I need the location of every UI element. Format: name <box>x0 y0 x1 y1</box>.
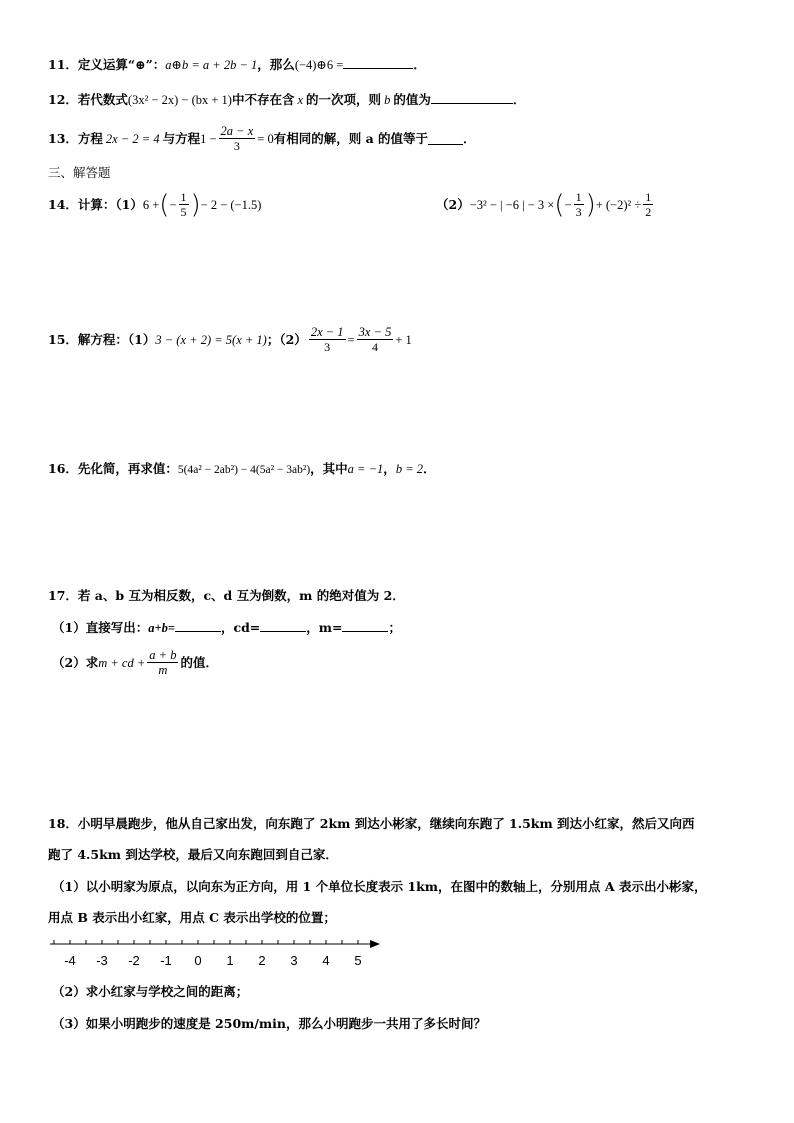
fraction-numerator: 2a − x <box>220 124 254 138</box>
question-16 <box>48 460 436 479</box>
math-sign: − <box>169 197 177 212</box>
arrow-right-icon <box>370 940 380 948</box>
question-11 <box>48 56 426 74</box>
fraction-numerator: 2x − 1 <box>310 325 344 339</box>
question-text: 的值为 <box>393 92 431 107</box>
fraction-denominator: 2 <box>645 205 652 219</box>
separator: ；（2） <box>266 331 307 347</box>
answer-blank[interactable] <box>342 619 388 632</box>
question-text: 若代数式 <box>77 92 128 107</box>
number-line[interactable] <box>48 934 388 974</box>
question-17-part-2 <box>52 648 218 677</box>
answer-blank[interactable] <box>260 619 306 632</box>
math-formula: 6 + <box>142 197 160 212</box>
number-line-label: 3 <box>290 953 298 968</box>
number-line-label: 2 <box>258 953 266 968</box>
fraction <box>309 325 346 354</box>
math-formula: a⊕b = a + 2b − 1 <box>165 58 258 72</box>
question-number: 17． <box>48 588 78 603</box>
question-18-part-1: （1）以小明家为原点，以向东为正方向，用 1 个单位长度表示 1km，在图中的数轴上，分别用点 A 表示出小彬家， <box>52 879 707 894</box>
question-18-line-2: 跑了 4.5km 到达学校，最后又向东跑回到自己家． <box>48 847 338 862</box>
left-paren: ( <box>159 189 170 220</box>
question-number: 14． <box>48 196 78 212</box>
fraction <box>574 190 584 219</box>
question-text: 的一次项，则 <box>306 92 382 107</box>
question-text: 的值． <box>180 654 218 670</box>
fraction-numerator: 1 <box>180 190 187 204</box>
answer-blank[interactable] <box>175 619 221 632</box>
math-sign: − <box>564 197 572 212</box>
fraction <box>643 190 653 219</box>
question-number: 15． <box>48 331 78 347</box>
math-formula: 1 − <box>200 131 217 146</box>
fraction <box>219 124 256 153</box>
question-number: 13． <box>48 130 78 146</box>
fraction-denominator: 3 <box>233 139 240 153</box>
math-sign: = <box>347 332 355 347</box>
section-title: 三、解答题 <box>48 165 111 180</box>
answer-blank[interactable] <box>431 91 513 104</box>
punctuation: ． <box>463 130 476 146</box>
right-paren: ) <box>190 189 201 220</box>
question-17-part-1 <box>52 619 401 637</box>
number-line-label: -1 <box>160 953 172 968</box>
math-formula: 3 − (x + 2) = 5(x + 1) <box>155 332 267 347</box>
math-formula: m + cd + <box>98 655 146 670</box>
question-text: 先化简，再求值： <box>77 461 178 476</box>
fraction-denominator: 5 <box>180 205 187 219</box>
question-17 <box>48 587 405 605</box>
math-formula: 2x − 2 = 4 <box>105 131 160 146</box>
math-formula: 5(4a² − 2ab²) − 4(5a² − 3ab²) <box>177 464 311 476</box>
fraction-numerator: 3x − 5 <box>358 325 392 339</box>
question-text: ，其中 <box>310 461 348 476</box>
math-formula: ，cd= <box>220 620 261 635</box>
fraction-numerator: a + b <box>149 648 177 662</box>
question-14 <box>48 190 261 219</box>
fraction <box>147 648 178 677</box>
math-formula: (3x² − 2x) − (bx + 1) <box>127 93 232 107</box>
math-variable: b <box>384 93 391 107</box>
punctuation: ， <box>383 461 396 476</box>
question-text: 若 a、b 互为相反数，c、d 互为倒数，m 的绝对值为 2． <box>77 588 405 603</box>
question-text: 中不存在含 <box>231 92 295 107</box>
question-number: 12． <box>48 92 78 107</box>
fraction-numerator: 1 <box>645 190 652 204</box>
math-formula: b = 2 <box>395 462 423 476</box>
math-formula: = 0 <box>257 131 274 146</box>
part-label: （1）直接写出： <box>52 620 149 635</box>
question-18 <box>48 815 695 833</box>
answer-blank[interactable] <box>343 56 413 69</box>
question-text: 定义运算“⊕”： <box>77 57 166 72</box>
question-number: 18． <box>48 816 78 831</box>
number-line-label: -3 <box>96 953 108 968</box>
fraction <box>179 190 189 219</box>
fraction-denominator: m <box>158 663 168 677</box>
question-number: 16． <box>48 461 78 476</box>
number-line-label: 5 <box>354 953 362 968</box>
punctuation: ； <box>388 620 401 635</box>
math-formula: (−4)⊕6 = <box>294 58 344 72</box>
math-formula: a = −1 <box>347 462 384 476</box>
fraction-denominator: 3 <box>324 340 331 354</box>
question-text: 与方程 <box>162 130 201 146</box>
question-13 <box>48 124 476 153</box>
math-formula: −3² − | −6 | − 3 × <box>469 197 555 212</box>
fraction <box>357 325 394 354</box>
question-text: 解方程：（1） <box>77 331 156 347</box>
question-text: 方程 <box>77 130 103 146</box>
math-variable: x <box>297 93 304 107</box>
number-line-label: 0 <box>194 953 202 968</box>
question-text: ，那么 <box>257 57 295 72</box>
question-text: 计算：（1） <box>77 196 143 212</box>
math-formula: + (−2)² ÷ <box>595 197 642 212</box>
part-label: （2）求 <box>52 654 99 670</box>
part-label: （2） <box>436 196 470 212</box>
question-text: 有相同的解，则 a 的值等于 <box>273 130 429 146</box>
question-number: 11． <box>48 57 78 72</box>
math-formula: + 1 <box>395 332 412 347</box>
question-text: 小明早晨跑步，他从自己家出发，向东跑了 2km 到达小彬家，继续向东跑了 1.5km 到达小红家，然后又向西 <box>77 816 695 831</box>
question-14-part-2 <box>436 190 655 219</box>
question-18-part-3: （3）如果小明跑步的速度是 250m/min，那么小明跑步一共用了多长时间？ <box>52 1016 486 1031</box>
number-line-label: -4 <box>64 953 76 968</box>
fraction-denominator: 4 <box>371 340 378 354</box>
left-paren: ( <box>554 189 565 220</box>
right-paren: ) <box>585 189 596 220</box>
punctuation: ． <box>423 461 436 476</box>
question-12 <box>48 91 525 109</box>
number-line-label: 4 <box>322 953 330 968</box>
number-line-label: -2 <box>128 953 140 968</box>
punctuation: ． <box>512 92 526 107</box>
fraction-denominator: 3 <box>575 205 582 219</box>
question-15 <box>48 325 412 354</box>
question-18-part-2: （2）求小红家与学校之间的距离； <box>52 984 249 999</box>
math-formula: ，m= <box>306 620 343 635</box>
math-formula: − 2 − (−1.5) <box>200 197 262 212</box>
punctuation: ． <box>413 57 426 72</box>
number-line-label: 1 <box>226 953 234 968</box>
fraction-numerator: 1 <box>575 190 582 204</box>
math-formula: a+b= <box>148 621 175 635</box>
answer-blank[interactable] <box>428 132 463 145</box>
question-18-part-1-cont: 用点 B 表示出小红家，用点 C 表示出学校的位置； <box>48 910 336 925</box>
